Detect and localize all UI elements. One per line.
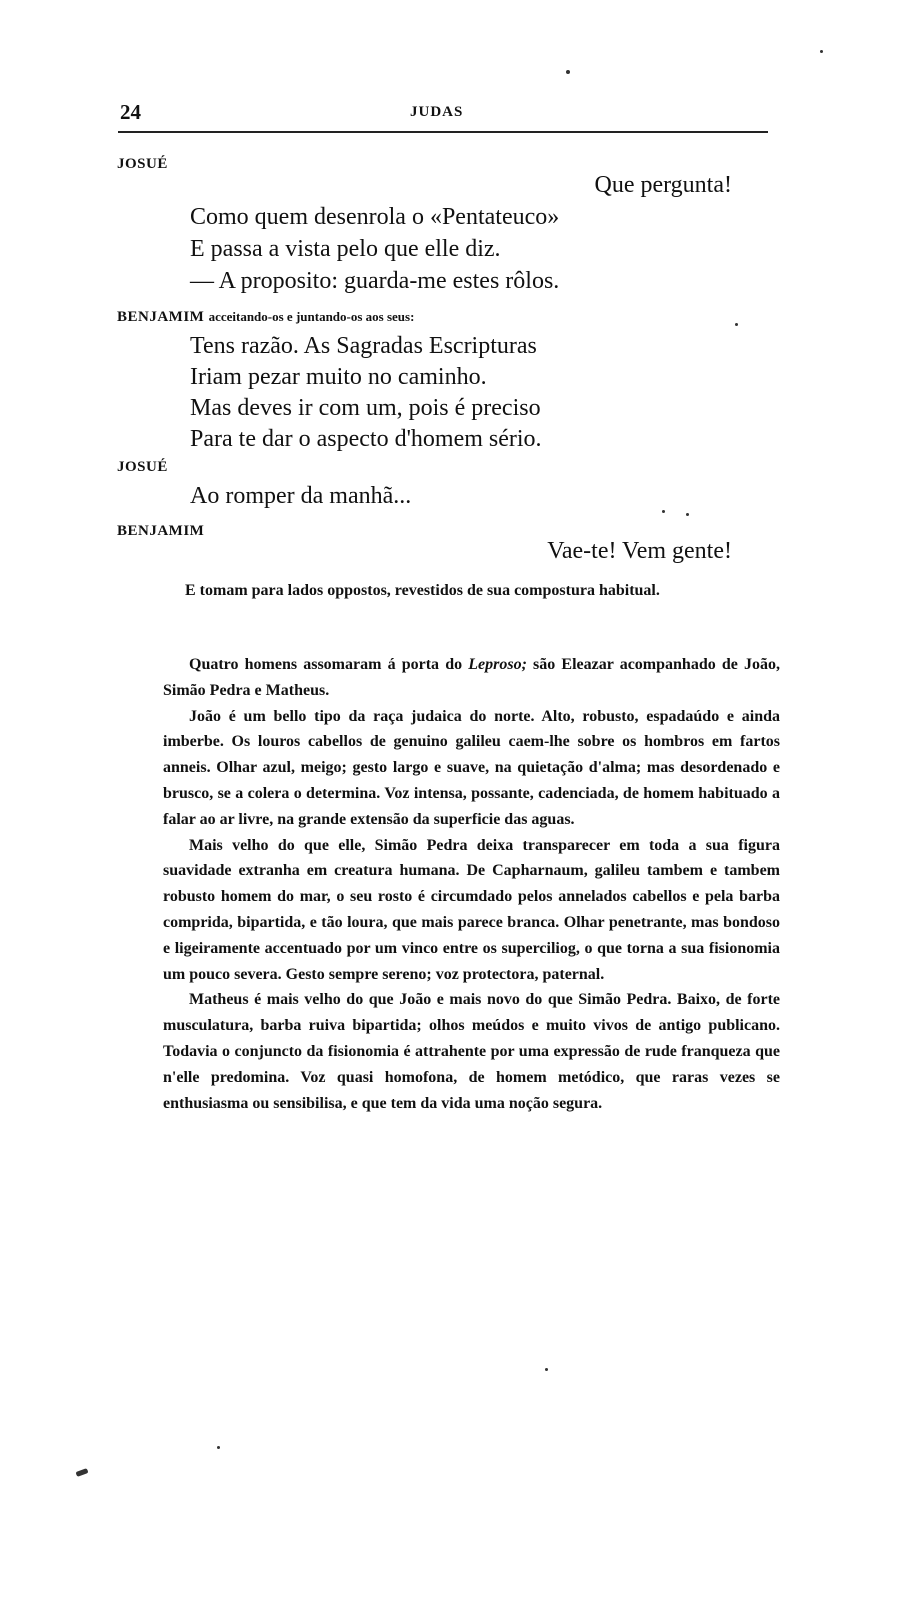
scan-speck [566,70,570,74]
verse-line: Para te dar o aspecto d'homem sério. [190,426,542,452]
prose-paragraph: João é um bello tipo da raça judaica do norte. Alto, robusto, espadaúdo e ainda imberbe. Os louros cabellos de genuino galileu caem-lhe sobre os hombros em fartos anneis. Olhar azul, meigo; gesto largo e suave, na quietação d'alma; mas desordenado e brusco, se a colera o determina. Voz intensa, possante, cadenciada, de homem habituado a falar ao ar livre, na grande extensão da superficie das aguas. [163,707,780,828]
verse-line: Vae-te! Vem gente! [547,538,732,564]
prose-paragraph: Mais velho do que elle, Simão Pedra deixa transparecer em toda a sua figura suavidade extranha em creatura humana. De Capharnaum, galileu tambem e tambem robusto homem do mar, o seu rosto é circumdado pelos annelados cabellos e pela barba comprida, bipartida, e tão loura, que mais parece branca. Olhar penetrante, mas bondoso e ligeiramente accentuado por um vinco entre os superciliog, o que torna a sua fisionomia um pouco severa. Gesto sempre sereno; voz protectora, paternal. [163,836,780,983]
verse-line: E passa a vista pelo que elle diz. [190,236,501,262]
italic-title: Leproso; [468,656,527,673]
scan-speck [662,510,665,513]
scan-speck [76,1468,89,1477]
speaker-name: JOSUÉ [117,156,168,172]
verse-line: Como quem desenrola o «Pentateuco» [190,204,560,230]
scan-speck [545,1368,548,1371]
speaker-name: JOSUÉ [117,459,168,475]
scan-speck [686,513,689,516]
verse-line: Mas deves ir com um, pois é preciso [190,395,541,421]
scan-speck [217,1446,220,1449]
verse-line: Ao romper da manhã... [190,483,412,509]
speaker-josue [117,156,168,173]
verse-line: Que pergunta! [594,172,732,198]
scan-speck [735,323,738,326]
prose-paragraph: Quatro homens assomaram á porta do Leproso; são Eleazar acompanhado de João, Simão Pedra e Matheus. [163,656,781,699]
page-header [120,100,768,130]
stage-direction-block [163,578,780,604]
verse-line: Iriam pezar muito no caminho. [190,364,487,390]
speaker-name: BENJAMIM [117,523,205,539]
verse-line: Tens razão. As Sagradas Escripturas [190,333,537,359]
speaker-benjamim [117,523,204,540]
header-rule [118,131,768,133]
speaker-josue [117,459,168,476]
prose-paragraph: Matheus é mais velho do que João e mais novo do que Simão Pedra. Baixo, de forte musculatura, barba ruiva bipartida; olhos meúdos e muito vivos de antigo publicano. Todavia o conjuncto da fisionomia é attrahente por uma expressão de rude franqueza que n'elle predomina. Voz quasi homofona, de homem metódico, que raras vezes se enthusiasma ou sensibilisa, e que tem da vida uma noção segura. [163,991,780,1112]
stage-direction: E tomam para lados oppostos, revestidos de sua compostura habitual. [185,582,660,599]
verse-line: — A proposito: guarda-me estes rôlos. [190,268,560,294]
scan-speck [820,50,823,53]
running-title: JUDAS [410,104,464,120]
stage-direction-inline: acceitando-os e juntando-os aos seus: [208,309,415,324]
speaker-benjamim [117,309,414,326]
prose-block [163,652,780,1116]
page-number: 24 [120,100,141,124]
speaker-name: BENJAMIM [117,309,205,325]
